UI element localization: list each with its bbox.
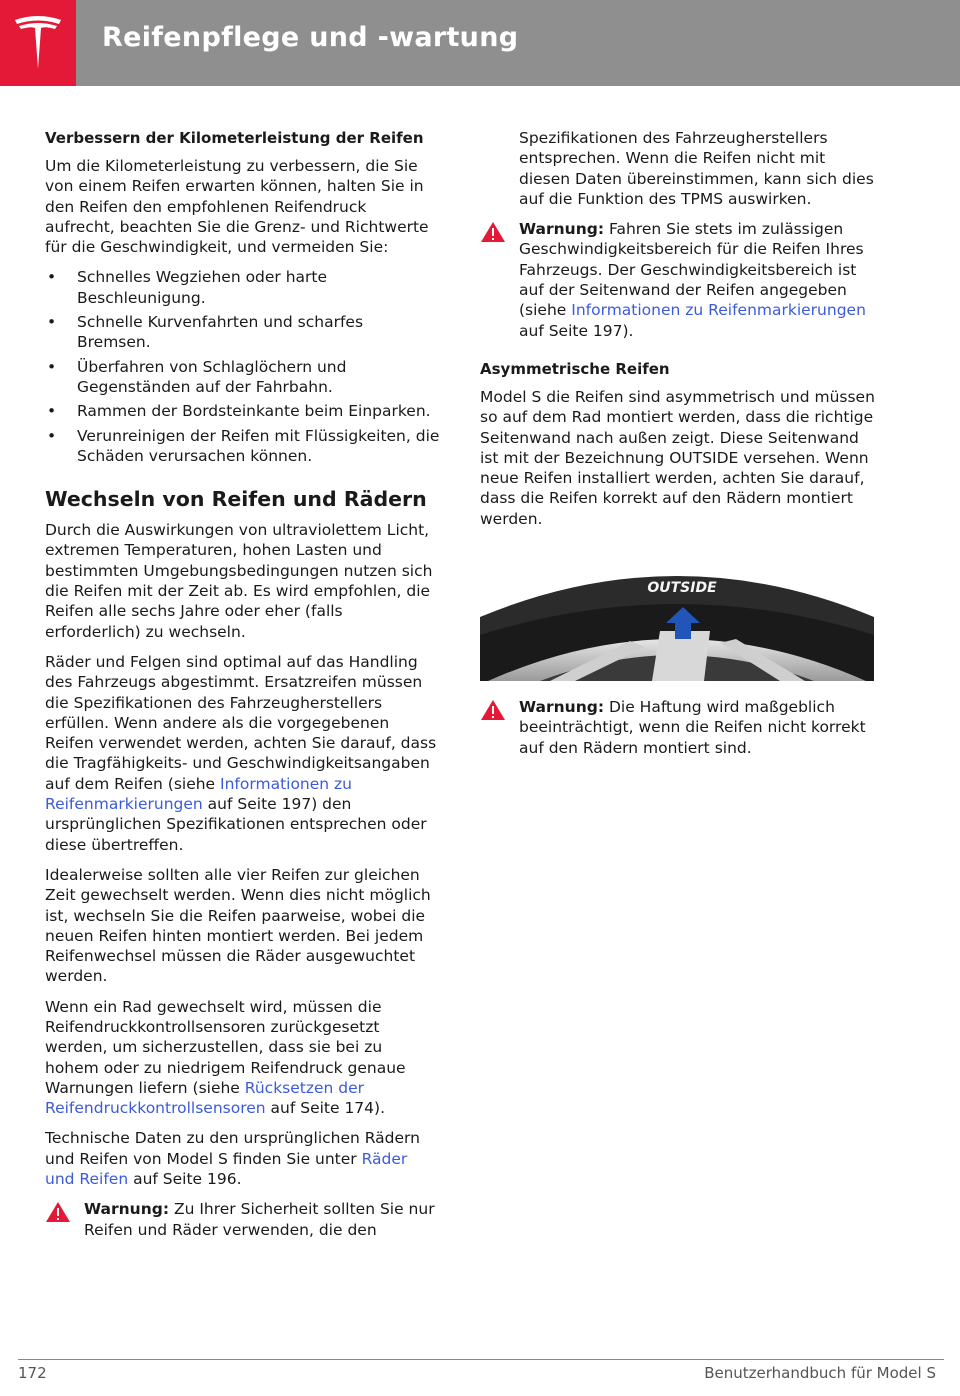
left-column [45, 128, 440, 1254]
list-item: • Schnelle Kurvenfahrten und scharfes Bremsen. [47, 313, 364, 352]
bullet-icon: • [47, 357, 57, 376]
list-item: • Rammen der Bordsteinkante beim Einparken. [47, 402, 431, 421]
list-item: • Verunreinigen der Reifen mit Flüssigkeiten, die Schäden verursachen können. [47, 426, 440, 465]
paragraph: Technische Daten zu den ursprünglichen Rädern und Reifen von Model S finden Sie unter Räder und Reifen auf Seite 196. [45, 1129, 420, 1189]
paragraph: Model S die Reifen sind asymmetrisch und müssen so auf dem Rad montiert werden, dass die richtige Seitenwand nach außen zeigt. Diese Seitenwand ist mit der Bezeichnung OUTSIDE versehen. Wenn neue Reifen installiert werden, achten Sie darauf, dass die Reifen korrekt auf den Rädern montiert werden. [480, 387, 875, 528]
section-heading-tire-change: Wechseln von Reifen und Rädern [45, 487, 427, 512]
page-number: 172 [18, 1364, 47, 1382]
warning-triangle-icon [45, 1201, 71, 1223]
paragraph: Idealerweise sollten alle vier Reifen zur gleichen Zeit gewechselt werden. Wenn dies nicht möglich ist, wechseln Sie die Reifen paarweise, wobei die neuen Reifen hinten montiert werden. Bei jedem Reifenwechsel müssen die Räder ausgewuchtet werden. [45, 865, 431, 986]
warning-triangle-icon [480, 699, 506, 721]
link-tire-markings[interactable]: Informationen zu Reifenmarkierungen [45, 774, 353, 814]
bullet-icon: • [47, 313, 57, 332]
bullet-icon: • [47, 426, 57, 445]
section-heading-asymmetric: Asymmetrische Reifen [480, 359, 670, 378]
tire-outside-image [480, 557, 874, 681]
link-tire-markings[interactable]: Informationen zu Reifenmarkierungen [571, 301, 866, 320]
bullet-icon: • [47, 402, 57, 421]
tesla-logo-icon [13, 14, 63, 72]
list-item: • Schnelles Wegziehen oder harte Beschleunigung. [47, 268, 328, 307]
page-header [0, 0, 960, 86]
footer-title: Benutzerhandbuch für Model S [704, 1364, 936, 1382]
logo-box [0, 0, 76, 86]
warning-box: Warnung: Fahren Sie stets im zulässigen Geschwindigkeitsbereich für die Reifen Ihres Fahrzeugs. Der Geschwindigkeitsbereich ist auf der Seitenwand der Reifen angegeben (siehe Informationen zu Reifenmarkierungen auf Seite 197). [480, 219, 880, 341]
right-column [480, 128, 880, 772]
paragraph: Durch die Auswirkungen von ultraviolettem Licht, extremen Temperaturen, hohen Lasten und bestimmten Umgebungsbedingungen nutzen sich die Reifen mit der Zeit ab. Es wird empfohlen, die Reifen alle sechs Jahre oder eher (falls erforderlich) zu wechseln. [45, 521, 433, 641]
warning-triangle-icon [480, 221, 506, 243]
warning-box: Warnung: Die Haftung wird maßgeblich beeinträchtigt, wenn die Reifen nicht korrekt auf den Rädern montiert sind. [480, 697, 880, 758]
paragraph: Wenn ein Rad gewechselt wird, müssen die Reifendruckkontrollsensoren zurückgesetzt werden, um sicherzustellen, dass sie bei zu hohem oder zu niedrigem Reifendruck genaue Warnungen liefern (siehe Rücksetzen der Reifendruckkontrollsensoren auf Seite 174). [45, 997, 406, 1118]
warning-label: Warnung: [84, 1200, 170, 1219]
warning-label: Warnung: [519, 698, 605, 717]
warning-box: Warnung: Zu Ihrer Sicherheit sollten Sie nur Reifen und Räder verwenden, die den [45, 1199, 440, 1240]
section-heading-mileage: Verbessern der Kilometerleistung der Reifen [45, 129, 424, 147]
list-item: • Überfahren von Schlaglöchern und Gegenständen auf der Fahrbahn. [47, 357, 347, 396]
page-title: Reifenpflege und -wartung [102, 22, 519, 53]
paragraph: Um die Kilometerleistung zu verbessern, die Sie von einem Reifen erwarten können, halten Sie in den Reifen den empfohlenen Reifendruck aufrecht, beachten Sie die Grenz- und Richtwerte für die Geschwindigkeit, und vermeiden Sie: [45, 157, 429, 257]
link-wheels-tires[interactable]: Räder und Reifen [45, 1149, 408, 1189]
tire-label-text: OUTSIDE [647, 580, 717, 597]
footer-divider [18, 1359, 944, 1360]
bullet-list [45, 267, 440, 466]
paragraph: Räder und Felgen sind optimal auf das Handling des Fahrzeugs abgestimmt. Ersatzreifen müssen die Spezifikationen des Fahrzeugherstellers erfüllen. Wenn andere als die vorgegebenen Reifen verwendet werden, achten Sie darauf, dass die Tragfähigkeits- und Geschwindigkeitsangaben auf dem Reifen (siehe Informationen zu Reifenmarkierungen auf Seite 197) den ursprünglichen Spezifikationen entsprechen oder diese übertreffen. [45, 652, 437, 854]
tire-illustration [480, 557, 874, 681]
paragraph: Spezifikationen des Fahrzeugherstellers entsprechen. Wenn die Reifen nicht mit diesen Daten übereinstimmen, kann sich dies auf die Funktion des TPMS auswirken. [519, 129, 874, 208]
bullet-icon: • [47, 268, 57, 287]
warning-label: Warnung: [519, 220, 605, 239]
link-reset-tpms[interactable]: Rücksetzen der Reifendruckkontrollsensoren [45, 1078, 365, 1118]
